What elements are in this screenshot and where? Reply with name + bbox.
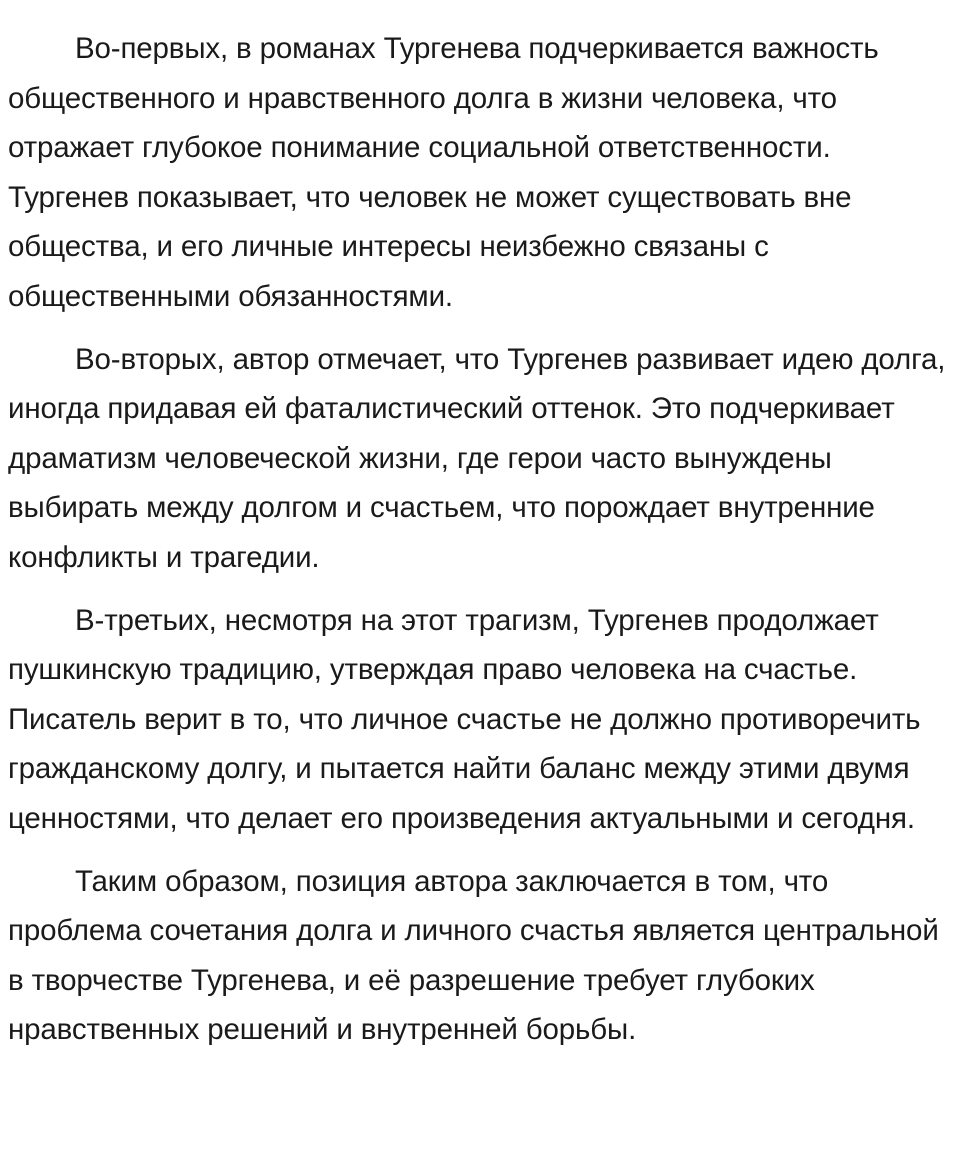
paragraph-4: Таким образом, позиция автора заключается в том, что проблема сочетания долга и личного счастья является центральной в творчестве Тургенева, и её разрешение требует глубоких нравственных решений и внутренней борьбы. xyxy=(8,864,939,1047)
document-body xyxy=(8,24,954,1055)
paragraph-2: Во-вторых, автор отмечает, что Тургенев развивает идею долга, иногда придавая ей фаталистический оттенок. Это подчеркивает драматизм человеческой жизни, где герои часто вынуждены выбирать между долгом и счастьем, что порождает внутренние конфликты и трагедии. xyxy=(8,342,946,574)
paragraph-3: В-третьих, несмотря на этот трагизм, Тургенев продолжает пушкинскую традицию, утверждая право человека на счастье. Писатель верит в то, что личное счастье не должно противоречить гражданскому долгу, и пытается найти баланс между этими двумя ценностями, что делает его произведения актуальными и сегодня. xyxy=(8,603,921,835)
paragraph-1: Во-первых, в романах Тургенева подчеркивается важность общественного и нравственного долга в жизни человека, что отражает глубокое понимание социальной ответственности. Тургенев показывает, что человек не может существовать вне общества, и его личные интересы неизбежно связаны с общественными обязанностями. xyxy=(8,32,879,313)
